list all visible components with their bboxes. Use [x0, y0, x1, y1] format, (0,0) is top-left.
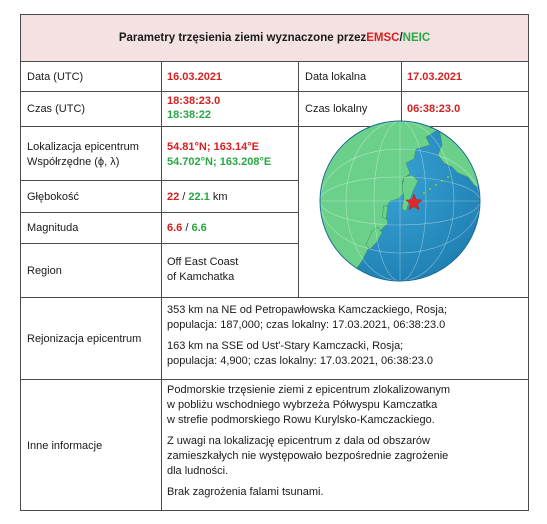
coordinates-label: Współrzędne (ϕ, λ) — [27, 156, 120, 168]
depth-sep: / — [179, 190, 189, 203]
table-header — [21, 15, 528, 61]
epicenter-globe-map — [318, 119, 482, 283]
magnitude-value — [162, 213, 298, 243]
agency-emsc: EMSC — [366, 32, 400, 44]
region-line-1: Off East Coast — [167, 256, 239, 268]
header-title: Parametry trzęsienia ziemi wyznaczone przez — [118, 32, 367, 44]
depth-label: Głębokość — [27, 190, 79, 203]
location-label: Lokalizacja epicentrum — [27, 141, 139, 153]
info-paragraph-2 — [167, 434, 527, 479]
info-paragraph-1 — [167, 383, 527, 428]
agency-separator: / — [399, 32, 403, 44]
depth-neic: 22.1 — [188, 190, 210, 203]
time-utc-neic: 18:38:22 — [167, 109, 212, 121]
info-text — [167, 383, 527, 506]
globe-map-icon — [318, 119, 482, 283]
time-utc-values — [162, 94, 298, 126]
time-local-value: 06:38:23.0 — [407, 103, 461, 115]
info-p2-line3: dla ludności. — [167, 465, 229, 477]
regionalization-p1-line2: populacja: 187,000; czas lokalny: 17.03.2021, 06:38:23.0 — [167, 319, 446, 331]
info-label: Inne informacje — [27, 439, 103, 452]
regionalization-p1-line1: 353 km na NE od Petropawłowska Kamczackiego, Rosja; — [167, 304, 448, 316]
magnitude-label: Magnituda — [27, 222, 79, 234]
regionalization-label: Rejonizacja epicentrum — [27, 332, 142, 345]
info-p3-line1: Brak zagrożenia falami tsunami. — [167, 486, 324, 498]
magnitude-sep: / — [182, 222, 192, 234]
magnitude-emsc: 6.6 — [167, 222, 183, 234]
info-paragraph-3 — [167, 485, 527, 500]
time-utc-emsc: 18:38:23.0 — [167, 95, 221, 107]
regionalization-text — [167, 303, 527, 375]
time-local-label: Czas lokalny — [305, 103, 368, 115]
info-p2-line2: zamieszkałych nie występowało bezpośrednie zagrożenie — [167, 450, 449, 462]
location-emsc: 54.81°N; 163.14°E — [167, 141, 259, 153]
depth-value — [162, 181, 298, 212]
date-local-value: 17.03.2021 — [407, 70, 463, 83]
region-line-2: of Kamchatka — [167, 271, 235, 283]
location-labels — [27, 140, 161, 170]
region-label: Region — [27, 264, 62, 277]
earthquake-parameters-table — [20, 14, 529, 511]
info-p1-line2: w pobliżu wschodniego wybrzeża Półwyspu Kamczatka — [167, 399, 438, 411]
depth-emsc: 22 — [167, 190, 180, 203]
depth-unit: km — [209, 190, 228, 203]
regionalization-paragraph-2 — [167, 339, 527, 369]
date-utc-label: Data (UTC) — [27, 70, 84, 83]
info-p1-line1: Podmorskie trzęsienie ziemi z epicentrum zlokalizowanym — [167, 384, 451, 396]
regionalization-paragraph-1 — [167, 303, 527, 333]
time-utc-label: Czas (UTC) — [27, 103, 86, 115]
location-neic: 54.702°N; 163.208°E — [167, 156, 272, 168]
info-p1-line3: w strefie podmorskiego Rowu Kurylsko-Kamczackiego. — [167, 414, 435, 426]
date-utc-value: 16.03.2021 — [167, 70, 223, 83]
info-p2-line1: Z uwagi na lokalizację epicentrum z dala od obszarów — [167, 435, 430, 447]
location-values — [167, 140, 298, 170]
regionalization-p2-line2: populacja: 4,900; czas lokalny: 17.03.2021, 06:38:23.0 — [167, 355, 434, 367]
region-value — [162, 255, 298, 285]
magnitude-neic: 6.6 — [191, 222, 207, 234]
regionalization-p2-line1: 163 km na SSE od Ust'-Stary Kamczacki, Rosja; — [167, 340, 404, 352]
agency-neic: NEIC — [402, 32, 431, 44]
date-local-label: Data lokalna — [305, 70, 367, 83]
